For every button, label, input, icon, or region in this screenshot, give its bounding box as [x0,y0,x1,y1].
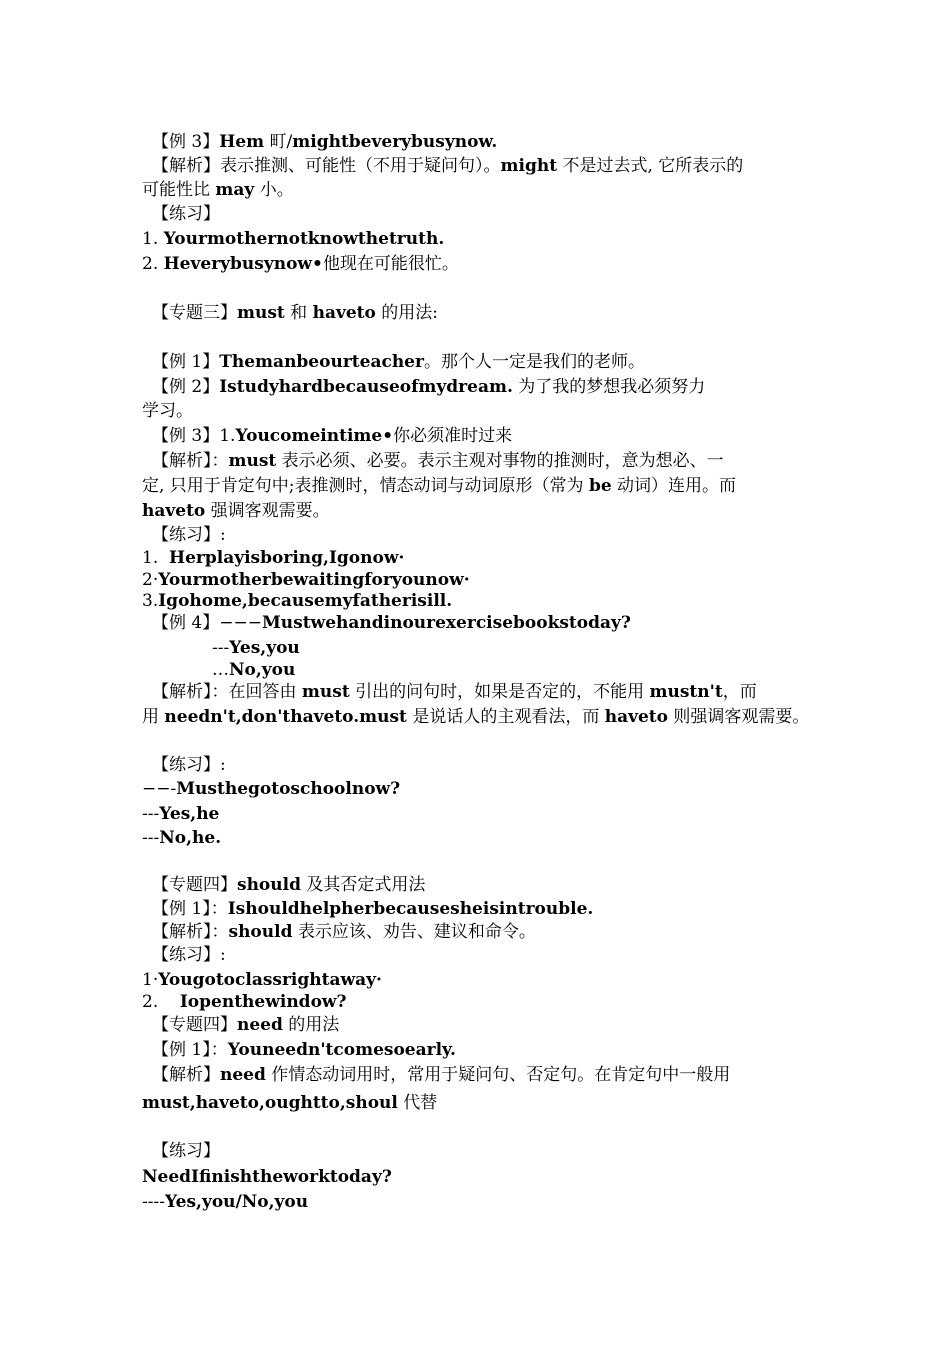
analysis-might: 【解析】表示推测、可能性（不用于疑问句）。might 不是过去式, 它所表示的 [152,156,744,176]
analysis-must-answer-cont: 用 needn't,don'thaveto.must 是说话人的主观看法，而 haveto 则强调客观需要。 [142,707,810,727]
practice-heading: 【练习】: [152,945,226,965]
analysis-must-cont-2: haveto 强调客观需要。 [142,501,330,521]
example-3-might: 【例 3】Hem 町/mightbeverybusynow. [152,132,498,152]
practice-heading: 【练习】: [152,525,226,545]
practice-heading: 【练习】 [152,204,220,224]
practice-item-1: 1·Yougotoclassrightaway· [142,970,382,990]
analysis-might-cont: 可能性比 may 小。 [142,180,294,200]
analysis-should: 【解析】：should 表示应该、劝告、建议和命令。 [152,922,536,942]
analysis-must: 【解析】：must 表示必须、必要。表示主观对事物的推测时，意为想必、一 [152,451,724,471]
practice-question: −−-Musthegotoschoolnow? [142,779,401,799]
example-1-should: 【例 1】：Ishouldhelpherbecausesheisintrouble. [152,899,594,919]
example-2-cont: 学习。 [142,401,193,421]
example-1-need: 【例 1】：Youneedn'tcomesoearly. [152,1040,456,1060]
example-1-must: 【例 1】Themanbeourteacher。那个人一定是我们的老师。 [152,352,645,372]
analysis-need-cont: must,haveto,oughtto,shoul 代替 [142,1093,438,1113]
practice-item-3: 3.Igohome,becausemyfatherisill. [142,591,453,611]
practice-heading: 【练习】 [152,1141,220,1161]
practice-item-1: 1. Herplayisboring,Igonow· [142,548,405,568]
practice-answer: ----Yes,you/No,you [142,1192,309,1212]
example-4-must: 【例 4】−−−Mustwehandinourexercisebookstoday? [152,613,631,633]
practice-item-2: 2. Heverybusynow•他现在可能很忙。 [142,254,459,274]
practice-answer-yes: ---Yes,he [142,804,220,824]
answer-no: …No,you [212,660,296,680]
analysis-need: 【解析】need 作情态动词用时，常用于疑问句、否定句。在肯定句中一般用 [152,1065,731,1085]
analysis-must-cont-1: 定, 只用于肯定句中;表推测时，情态动词与动词原形（常为 be 动词）连用。而 [142,476,737,496]
practice-question: NeedIfinishtheworktoday? [142,1167,392,1187]
practice-item-2: 2·Yourmotherbewaitingforyounow· [142,570,470,590]
practice-item-1: 1. Yourmothernotknowthetruth. [142,229,445,249]
analysis-must-answer: 【解析】：在回答由 must 引出的问句时，如果是否定的，不能用 mustn't，而 [152,682,757,702]
topic-4-need-heading: 【专题四】need 的用法 [152,1015,340,1035]
example-2-must: 【例 2】Istudyhardbecauseofmydream. 为了我的梦想我必须努力 [152,377,706,397]
example-3-must: 【例 3】1.Youcomeintime•你必须准时过来 [152,426,513,446]
topic-3-heading: 【专题三】must 和 haveto 的用法: [152,303,438,323]
practice-answer-no: ---No,he. [142,828,222,848]
answer-yes: ---Yes,you [212,638,300,658]
topic-4-heading: 【专题四】should 及其否定式用法 [152,875,426,895]
practice-item-2: 2. Iopenthewindow? [142,992,347,1012]
practice-heading: 【练习】: [152,755,226,775]
